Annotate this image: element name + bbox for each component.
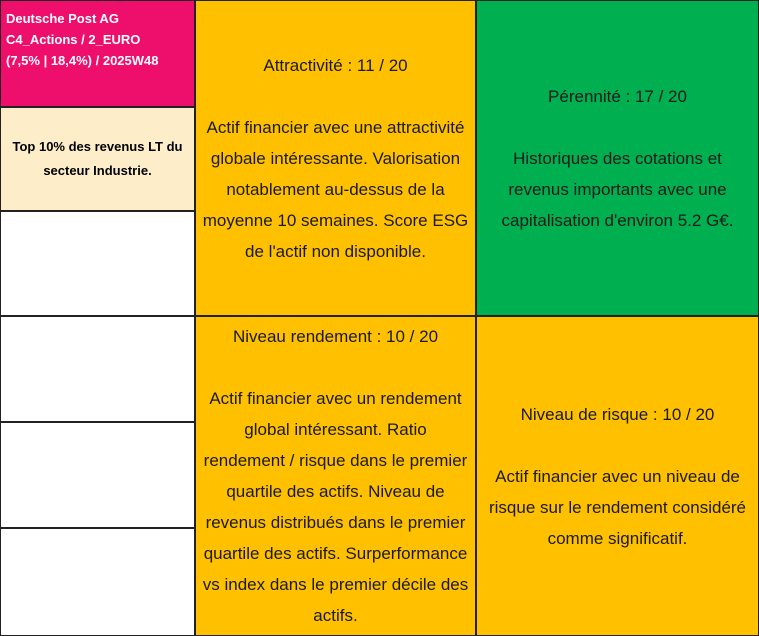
perennite-panel [476, 0, 759, 316]
highlight-note [0, 107, 195, 211]
risque-panel [476, 316, 759, 636]
asset-header [0, 0, 195, 107]
perennite-body: Historiques des cotations et revenus importants avec une capitalisation d'environ 5.2 G€. [501, 148, 734, 230]
rendement-body: Actif financier avec un rendement global intéressant. Ratio rendement / risque dans le premier quartile des actifs. Niveau de revenus distribués dans le premier quartile des actifs. Surperformance vs index dans le premier décile des actifs. [202, 389, 469, 625]
empty-cell-2 [0, 316, 195, 422]
attractivite-title: Attractivité : 11 / 20 [263, 55, 408, 75]
attractivite-panel [195, 0, 476, 316]
empty-cell-3 [0, 422, 195, 528]
asset-category: C4_Actions / 2_EURO [6, 32, 141, 47]
risque-body: Actif financier avec un niveau de risque sur le rendement considéré comme significatif. [488, 466, 747, 548]
risque-title: Niveau de risque : 10 / 20 [520, 404, 715, 424]
highlight-text: Top 10% des revenus LT du secteur Industrie. [12, 139, 183, 178]
rendement-panel [195, 316, 476, 636]
asset-stats: (7,5% | 18,4%) / 2025W48 [6, 53, 159, 68]
attractivite-body: Actif financier avec une attractivité globale intéressante. Valorisation notablement au-dessus de la moyenne 10 semaines. Score ESG de l'actif non disponible. [202, 117, 469, 261]
rendement-title: Niveau rendement : 10 / 20 [232, 327, 439, 346]
asset-name: Deutsche Post AG [6, 11, 119, 26]
empty-cell-4 [0, 528, 195, 636]
empty-cell-1 [0, 211, 195, 316]
perennite-title: Pérennité : 17 / 20 [548, 86, 687, 106]
